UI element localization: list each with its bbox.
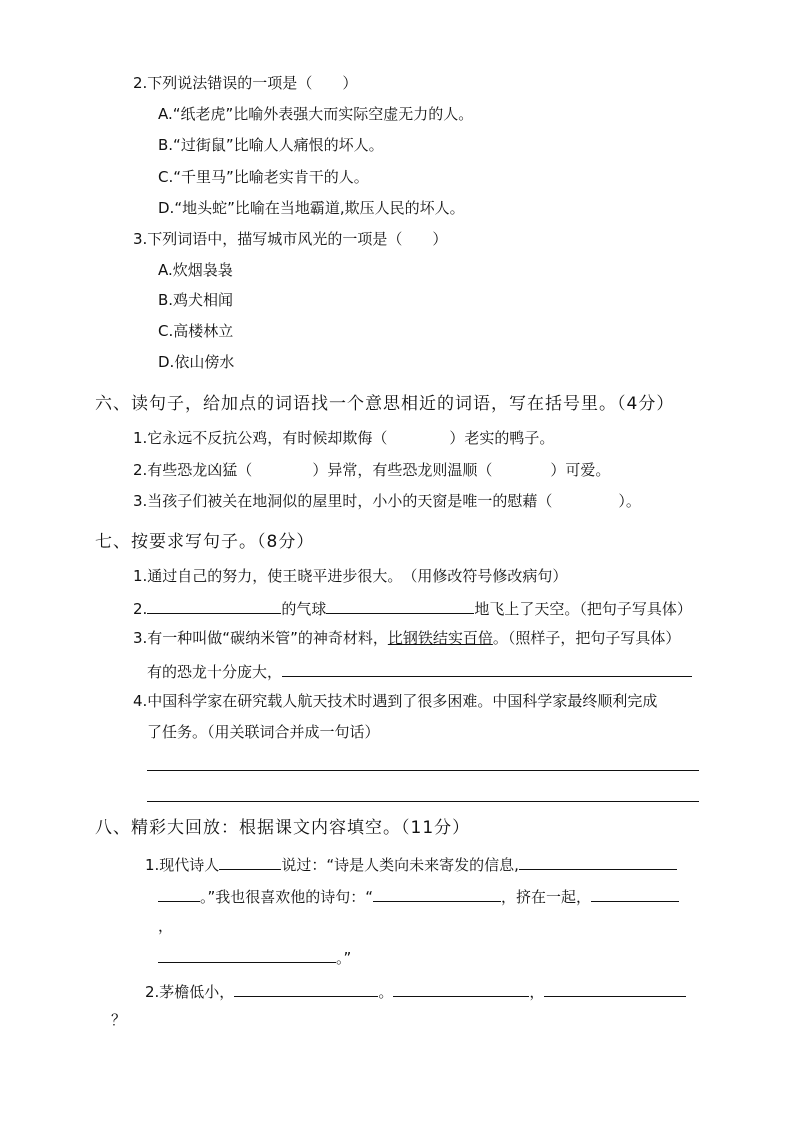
section7-item-3-prompt: 有的恐龙十分庞大， bbox=[147, 663, 283, 681]
section6-item-3 bbox=[133, 491, 641, 511]
section8-item-2-part-c: ， bbox=[529, 983, 545, 1001]
section6-item-2 bbox=[133, 460, 610, 480]
section8-item-1-part-d: ，挤在一起， bbox=[501, 888, 592, 906]
q3-option-b: B.鸡犬相闻 bbox=[158, 291, 234, 309]
section6-item-1-part-a: 1.它永远不反抗公鸡，有时候却欺侮（ bbox=[133, 429, 388, 447]
q2-option-d: D.“地头蛇”比喻在当地霸道,欺压人民的坏人。 bbox=[158, 199, 465, 217]
q2-option-a: A.“纸老虎”比喻外表强大而实际空虚无力的人。 bbox=[158, 105, 474, 123]
section6-item-2-part-b: ）异常，有些恐龙则温顺（ bbox=[312, 461, 493, 479]
fill-blank[interactable] bbox=[544, 980, 686, 997]
section8-item-1-line-4 bbox=[158, 946, 351, 968]
fill-blank[interactable] bbox=[158, 946, 336, 963]
q3-option-a: A.炊烟袅袅 bbox=[158, 261, 233, 279]
section8-item-1-part-b: 说过：“诗是人类向未来寄发的信息, bbox=[281, 856, 519, 874]
section8-item-2-part-b: 。 bbox=[378, 983, 394, 1001]
section8-heading: 八、精彩大回放：根据课文内容填空。（11分） bbox=[95, 818, 471, 838]
section8-item-2-part-a: 2.茅檐低小， bbox=[145, 983, 235, 1001]
section6-item-2-part-c: ）可爱。 bbox=[550, 461, 611, 479]
fill-blank[interactable] bbox=[219, 853, 281, 870]
section8-item-1-part-c: 。”我也很喜欢他的诗句：“ bbox=[200, 888, 374, 906]
section8-item-1-end: 。” bbox=[336, 949, 352, 967]
section6-item-1 bbox=[133, 428, 554, 448]
section8-item-1-line-1 bbox=[145, 853, 677, 875]
fill-blank[interactable] bbox=[158, 885, 200, 902]
section8-item-2 bbox=[145, 980, 686, 1002]
section6-item-1-part-b: ）老实的鸭子。 bbox=[449, 429, 555, 447]
section7-item-3-answer bbox=[147, 660, 692, 682]
section6-item-3-part-b: ）。 bbox=[618, 492, 641, 510]
section6-item-2-part-a: 2.有些恐龙凶猛（ bbox=[133, 461, 253, 479]
underlined-example: 比钢铁结实百倍 bbox=[387, 629, 493, 647]
section7-item-2 bbox=[133, 597, 692, 619]
section6-item-3-part-a: 3.当孩子们被关在地洞似的屋里时，小小的天窗是唯一的慰藉（ bbox=[133, 492, 553, 510]
section7-item-2-mid1: 的气球 bbox=[281, 600, 327, 618]
fill-blank[interactable] bbox=[234, 980, 378, 997]
fill-blank[interactable] bbox=[326, 597, 474, 614]
answer-line[interactable] bbox=[147, 770, 699, 771]
fill-blank[interactable] bbox=[519, 853, 677, 870]
answer-line[interactable] bbox=[147, 801, 699, 802]
fill-blank[interactable] bbox=[591, 885, 679, 902]
section6-heading: 六、读句子，给加点的词语找一个意思相近的词语，写在括号里。（4分） bbox=[95, 394, 675, 414]
q3-option-d: D.依山傍水 bbox=[158, 353, 235, 371]
q2-option-c: C.“千里马”比喻老实肯干的人。 bbox=[158, 168, 369, 186]
section8-item-1-part-a: 1.现代诗人 bbox=[145, 856, 220, 874]
section8-item-1-comma: ， bbox=[158, 917, 174, 935]
section8-item-1-line-2 bbox=[158, 885, 679, 907]
section7-item-4-line-1: 4.中国科学家在研究载人航天技术时遇到了很多困难。中国科学家最终顺利完成 bbox=[133, 692, 658, 710]
fill-blank[interactable] bbox=[282, 660, 692, 677]
section7-item-3 bbox=[133, 628, 680, 648]
section7-item-1: 1.通过自己的努力，使王晓平进步很大。 （用修改符号修改病句） bbox=[133, 567, 568, 585]
section7-item-3-part-b: 。（照样子，把句子写具体） bbox=[492, 629, 681, 647]
q2-stem: 2.下列说法错误的一项是（ ） bbox=[133, 74, 358, 92]
section8-item-2-qmark: ？ bbox=[111, 1011, 127, 1029]
section7-item-2-num: 2. bbox=[133, 600, 148, 618]
fill-blank[interactable] bbox=[373, 885, 501, 902]
section7-item-3-part-a: 3.有一种叫做“碳纳米管”的神奇材料， bbox=[133, 629, 388, 647]
section7-heading: 七、按要求写句子。（8分） bbox=[95, 532, 315, 552]
section7-item-4-line-2: 了任务。（用关联词合并成一句话） bbox=[147, 723, 380, 741]
section7-item-2-mid2: 地飞上了天空。（把句子写具体） bbox=[474, 600, 692, 618]
fill-blank[interactable] bbox=[393, 980, 529, 997]
q3-stem: 3.下列词语中，描写城市风光的一项是（ ） bbox=[133, 230, 448, 248]
q3-option-c: C.高楼林立 bbox=[158, 322, 234, 340]
q2-option-b: B.“过街鼠”比喻人人痛恨的坏人。 bbox=[158, 136, 384, 154]
fill-blank[interactable] bbox=[147, 597, 281, 614]
